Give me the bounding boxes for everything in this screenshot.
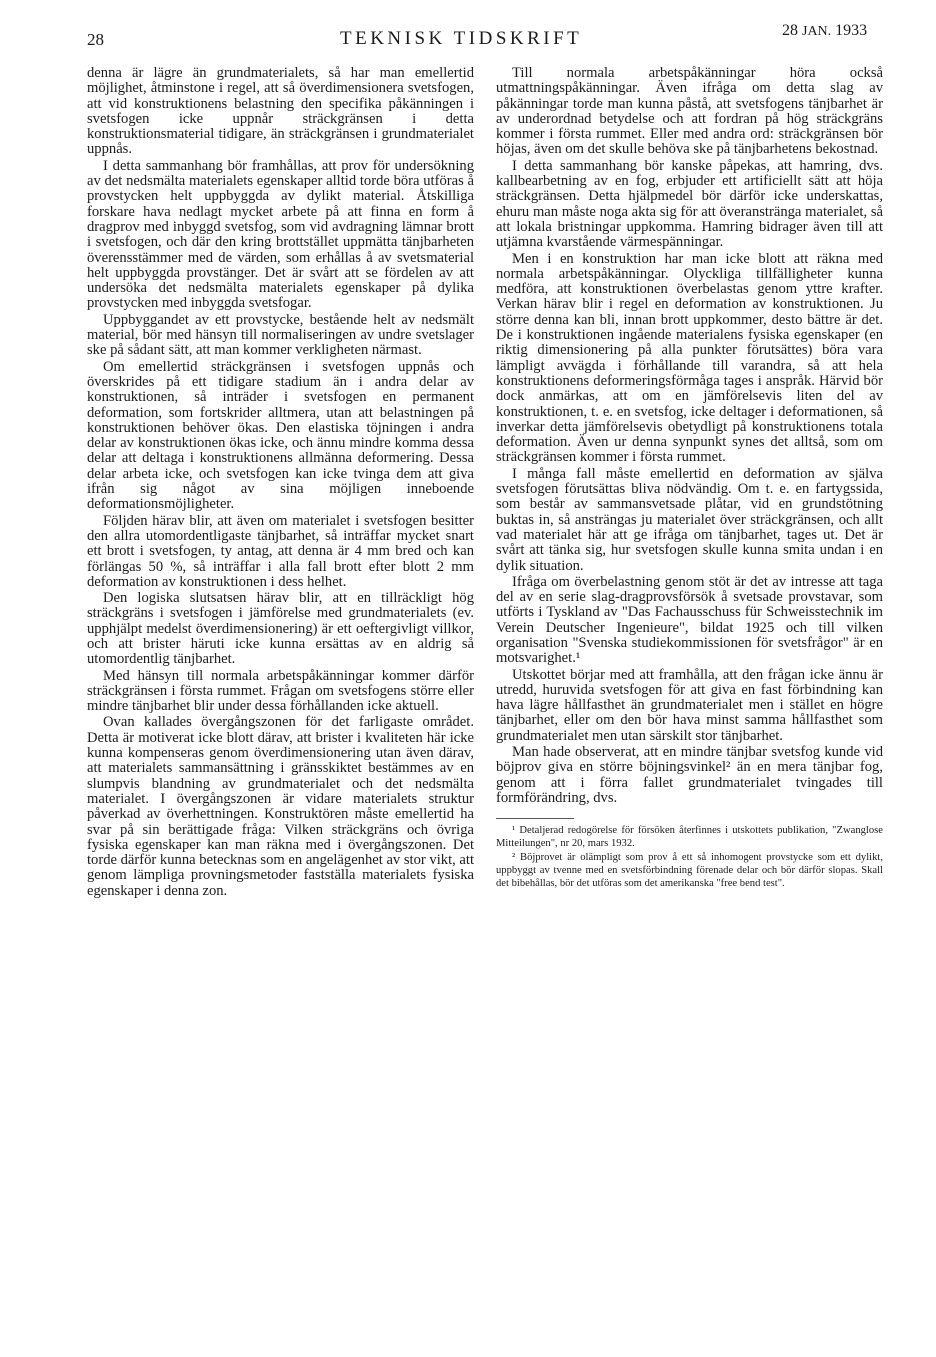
footnotes [496, 824, 883, 890]
paragraph: denna är lägre än grundmaterialets, så har man emellertid möjlighet, åtminstone i regel, att så överdimensionera svetsfogen, att vid konstruktionens belastning den specifika påkänningen i svetsfogen icke uppnår sträckgränsen i detta konstruktionsmaterial tidigare, än sträckgränsen i grundmaterialet uppnås. [87, 65, 474, 158]
footnote-rule [496, 818, 574, 819]
paragraph: Den logiska slutsatsen härav blir, att en tillräckligt hög sträckgräns i svetsfogen i jämförelse med grundmaterialets (ev. upphjälpt medelst överdimensionering) är ett oeftergivligt villkor, och att brister häruti icke kunna ersättas av en aldrig så utomordentlig tänjbarhet. [87, 590, 474, 668]
footnote-2: ² Böjprovet är olämpligt som prov å ett så inhomogent provstycke som ett dylikt, uppbyggt av tvenne med en svetsförbindning förenade delar och bör därför slopas. Skall det bibehållas, bör det utföras som det amerikanska "free bend test". [496, 852, 883, 890]
paragraph: Till normala arbetspåkänningar höra också utmattningspåkänningar. Även ifråga om detta slag av påkänningar torde man kunna påstå, att svetsfogens tänjbarhet är av underordnad betydelse och att fordran på hög sträckgräns kommer i första rummet. Eller med andra ord: sträckgränsen bör höjas, även om det skulle behöva ske på tänjbarhetens bekostnad. [496, 65, 883, 158]
issue-day: 28 [782, 22, 798, 39]
paragraph: I detta sammanhang bör kanske påpekas, att hamring, dvs. kallbearbetning av en fog, erbjuder ett artificiellt sätt att höja sträckgränsen. Detta hjälpmedel bör därför icke underskattas, ehuru man måste noga akta sig för att överanstränga materialet, så att lokala bristningar uppkomma. Hamring bidrager även till att utjämna kvarstående värmespänningar. [496, 157, 883, 251]
paragraph: Om emellertid sträckgränsen i svetsfogen uppnås och överskrides på ett tidigare stadium än i andra delar av konstruktionen, så inträder i svetsfogen en permanent deformation, som fortskrider alltmera, utan att belastningen på konstruktionen behöver ökas. Den elastiska töjningen i andra delar av konstruktionen ökas icke, och ännu mindre komma dessa delar att deltaga i konstruktionens allmänna deformering. Dessa delar arbeta icke, och svetsfogen kan icke tvinga dem att giva ifrån sig något av sina möjligen inneboende deformationsmöjligheter. [87, 358, 474, 513]
right-column [496, 66, 883, 890]
page-number: 28 [87, 30, 104, 49]
paragraph: Följden härav blir, att även om materialet i svetsfogen besitter den allra utomordentligaste tänjbarhet, så inträffar mycket snart ett brott i svetsfogen, ty antag, att denna är 4 mm bred och kan förlängas 50 %, så inträffar i alla fall brott efter blott 2 mm deformation av konstruktionen i dess helhet. [87, 512, 474, 590]
page-header [0, 0, 936, 60]
journal-title: TEKNISK TIDSKRIFT [340, 28, 583, 49]
issue-year: 1933 [835, 22, 868, 39]
paragraph: Men i en konstruktion har man icke blott att räkna med normala arbetspåkänningar. Olyckliga tillfälligheter kunna medföra, att konstruktionen överbelastas genom yttre krafter. Verkan härav blir i regel en deformation av konstruktionen. Ju större denna kan bli, innan brott uppkommer, desto bättre är det. De i konstruktionen ingående materialens fysiska egenskaper (en riktig dimensionering på alla punkter förutsättes) böra vara lämpligt avvägda i förhållande till varandra, så att hela konstruktionens deformeringsförmåga tages i anspråk. Härvid bör dock anmärkas, att om en jämförelsevis liten del av konstruktionen, t. e. en svetsfog, icke deltager i deformationen, så inverkar detta jämförelsevis obetydligt på konstruktionens totala deformation. Även ur denna synpunkt synes det alltså, som om sträckgränsen kommer i första rummet. [496, 250, 883, 466]
paragraph: I detta sammanhang bör framhållas, att prov för undersökning av det nedsmälta materialets egenskaper alltid torde böra utföras å provstycken helt uppbyggda av dylikt material. Åtskilliga forskare hava nedlagt mycket arbete på att finna en form å dragprov med inbyggd svetsfog, som vid avdragning lämnar brott i svetsfogen, och där den kring brottstället uppmätta tänjbarheten överensstämmer med de värden, som erhållas å av svetsmaterial helt uppbyggda provstänger. Det är svårt att se fördelen av att undersöka det nedsmälta materialets egenskaper på dylika provstycken med inbyggda svetsfogar. [87, 157, 474, 312]
left-column [87, 66, 474, 899]
footnote-1: ¹ Detaljerad redogörelse för försöken återfinnes i utskottets publikation, "Zwanglose Mitteilungen", nr 20, mars 1932. [496, 825, 883, 850]
issue-date [782, 22, 867, 40]
paragraph: Ovan kallades övergångszonen för det farligaste området. Detta är motiverat icke blott därav, att brister i kvaliteten här icke kunna kompenseras genom överdimensionering utan även därav, att materialets sammansättning i gränsskiktet bestämmes av en slumpvis blandning av grundmaterialet och det nedsmälta materialet. I övergångszonen är vidare materialets struktur påverkad av överhettningen. Konstruktören måste emellertid ha svar på sin berättigade fråga: Vilken sträckgräns och övriga fysiska egenskaper kan man räkna med i övergångszonen. Det torde därför kunna betecknas som en angelägenhet av stor vikt, att genom lämpliga provningsmetoder fastställa materialets fysiska egenskaper i denna zon. [87, 714, 475, 899]
paragraph: Ifråga om överbelastning genom stöt är det av intresse att taga del av en serie slag-dragprovsförsök å svetsade provstavar, som utförts i Tyskland av "Das Fachausschuss für Schweisstechnik im Verein Deutscher Ingenieure", bildat 1925 och till vilken organisation "Svenska studiekommissionen för svetsfrågor" är en motsvarighet.¹ [496, 573, 883, 667]
paragraph: Med hänsyn till normala arbetspåkänningar kommer därför sträckgränsen i första rummet. Frågan om svetsfogens större eller mindre tänjbarhet blir under dessa förhållanden icke aktuell. [87, 667, 474, 715]
paragraph: I många fall måste emellertid en deformation av själva svetsfogen förutsättas bliva nödvändig. Om t. e. en fartygssida, som består av sammansvetsade plåtar, vid en grundstötning buktas in, så ansträngas ju materialet över sträckgränsen, och allt vad materialet här att ge ifråga om tänjbarhet, tages ut. Det är svårt att tänka sig, hur svetsfogen skulle kunna smita undan i en dylik situation. [496, 465, 883, 574]
issue-month: JAN. [802, 24, 832, 39]
paragraph: Man hade observerat, att en mindre tänjbar svetsfog kunde vid böjprov giva en större böjningsvinkel² än en mera tänjbar fog, genom att i förra fallet grundmaterialet tvingades till formförändring, dvs. [496, 744, 883, 806]
paragraph: Uppbyggandet av ett provstycke, bestående helt av nedsmält material, bör med hänsyn till normaliseringen av undre svetslager ske på sådant sätt, att man kommer verkligheten närmast. [87, 311, 474, 359]
paragraph: Utskottet börjar med att framhålla, att den frågan icke ännu är utredd, huruvida svetsfogen för att giva en fast förbindning kan hava lägre hållfasthet än grundmaterialet men i stället en högre tänjbarhet, eller om den bör hava minst samma hållfasthet som grundmaterialet men utan särskilt stor tänjbarhet. [496, 666, 883, 744]
